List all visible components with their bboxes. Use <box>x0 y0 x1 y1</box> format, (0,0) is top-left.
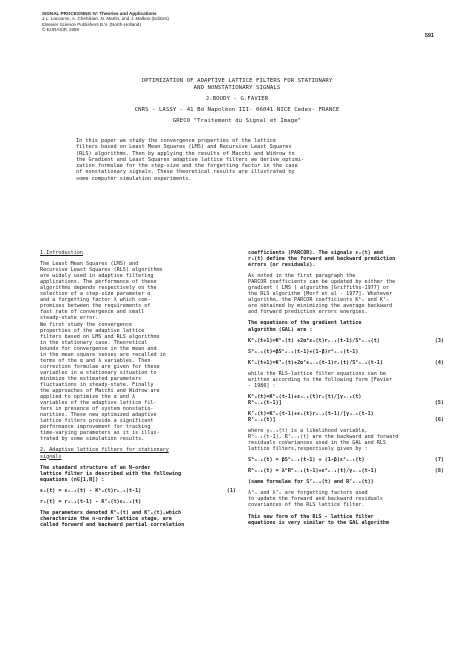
paper-title-line-1: OPTIMIZATION OF ADAPTIVE LATTICE FILTERS FOR STATIONARY <box>141 78 333 84</box>
text-line: to update the forward and backward residuals <box>248 496 383 503</box>
equation-text: Sᵇₙ₋₁(t) = βSᵇₙ₋₁(t-1) + (1-β)ε²ₙ₋₁(t) <box>248 457 365 464</box>
text-line: gradient ( LMS ) algorithm [Griffiths-1977] or <box>248 285 390 292</box>
text-line: λᵇₙ and λᶠₙ are forgetting factors used <box>248 490 368 497</box>
text-line: minimize the estimated parameters <box>40 375 142 382</box>
equation-text: Rᵇₙ₋₁(t-1)] <box>248 399 282 406</box>
text-line: Recursive Least Squares (RLS) algorithms <box>40 267 163 274</box>
text-line: performance improvement for tracking <box>40 424 151 431</box>
text-line: written according to the following form [Favier <box>248 376 393 383</box>
abstract-line: of nonstationary signals. These theoretical results are illustrated by <box>76 169 295 176</box>
text-line: in the stationary case. Theoretical <box>40 339 148 346</box>
text-line: errors (or residuals). <box>248 262 316 269</box>
text-line: promises between the requirements of <box>40 303 151 310</box>
text-line: algorithm, the PARCOR coefficients Kᵇₙ and Kᶠₙ <box>248 297 390 304</box>
text-line: applications. The performance of these <box>40 279 157 286</box>
text-line: while the RLS-lattice filter equations can be <box>248 370 387 377</box>
text-line: applied to optimize the α and λ <box>40 394 136 401</box>
text-line: rₙ(t) = rₙ₋₁(t-1) - Kᶠₙ(t)εₙ₋₁(t) <box>40 498 142 505</box>
text-line: variables in a stationary situation to <box>40 369 157 376</box>
abstract-line: (RLS) algorithms. Then by applying the results of Macchi and Widrow to <box>76 150 295 157</box>
abstract-line: filters based on Least Mean Squares (LMS) and Recursive Least Squares <box>76 144 292 151</box>
text-line: equations is very similar to the GAL algorithm <box>248 519 390 526</box>
text-line: The standard structure of an N-order <box>40 464 151 471</box>
equation-number: (3) <box>434 337 444 344</box>
text-line: Rᵇₙ₋₁(t-1), Rᶠₙ₋₁(t) are the backward and forward <box>248 434 399 441</box>
equation-text: εₙ(t) = εₙ₋₁(t) - Kᵇₙ(t)rₙ₋₁(t-1) <box>40 487 142 494</box>
text-line: residuals covariances used in the GAL and RLS <box>248 440 387 447</box>
text-line: coefficients (PARCOR). The signals εₙ(t) and <box>248 250 383 256</box>
equation-number: (6) <box>434 416 444 423</box>
text-line: As noted in the first paragraph the <box>248 273 356 280</box>
equation-text: Kᵇₙ(t+1)=Kᵇₙ(t) +2αᵇεₙ(t)rₙ₋₁(t-1)/Sᵇₙ₋₁(t) <box>248 337 380 344</box>
text-line: - 1986] : <box>248 382 276 389</box>
header-line: Elsevier Science Publishers B.V. (North-Holland) <box>42 21 141 27</box>
text-line: Sᵇₙ₋₁(t)=βSᵇₙ₋₁(t-1)+(1-β)r²ₙ₋₁(t-1) <box>248 348 359 355</box>
text-line: variables of the adaptive lattice fil- <box>40 400 157 407</box>
text-line: terms of the α and λ variables. Then <box>40 357 151 364</box>
text-line: algorithms depends respectively on the <box>40 285 157 292</box>
text-line: (same formulae for Sᶠₙ₋₁(t) and Rᶠₙ₋₁(t)) <box>248 479 374 486</box>
text-line: lattice filters,respectively given by : <box>248 446 368 453</box>
text-line: steady-state error. <box>40 315 99 322</box>
authors: J.BOUDY - G.FAVIER <box>205 96 269 102</box>
text-line: fluctuations in steady-state. Finally <box>40 381 154 388</box>
text-line: selection of a step-size parameter α <box>40 291 151 298</box>
page-number: 591 <box>424 33 434 39</box>
text-line: and a forgetting factor λ which com- <box>40 297 151 304</box>
text-line: algorithm (GAL) are : <box>248 326 313 333</box>
text-line: We first study the convergence <box>40 321 133 328</box>
abstract-line: the Gradient and Least Squares adaptive lattice filters we derive optimi- <box>76 156 304 163</box>
text-line: trated by some simulation results. <box>40 436 145 443</box>
equation-number: (5) <box>434 399 444 406</box>
text-line: covariances of the RLS lattice filter. <box>248 502 365 509</box>
text-line: PARCOR coefficients can be updated by either the <box>248 279 396 286</box>
right-column <box>248 250 444 526</box>
text-line: narities. These new optimized adaptive <box>40 412 157 419</box>
text-line: are widely used in adaptive filtering <box>40 273 154 280</box>
journal-header <box>42 11 432 33</box>
text-line: the approaches of Macchi and Widrow are <box>40 388 160 395</box>
header-line: J.L. Lacoume, A. Chehikian, N. Martin, and J. Malbos (Editors) <box>42 16 169 22</box>
text-line: Kᵇₙ(t)=Kᵇₙ(t-1)+εₙ₋₁(t)rₙ(t)/[γₙ₋₁(t) <box>248 393 362 400</box>
equation-number: (8) <box>434 468 444 475</box>
abstract <box>76 138 406 182</box>
text-line: where γₙ₋₁(t) is a likelihood variable, <box>248 428 368 435</box>
equation-text: Kᶠₙ(t+1)=Kᶠₙ(t)+2αᶠεₙ₋₁(t-1)rₙ(t)/Sᶠₙ₋₁(t-1) <box>248 359 383 366</box>
abstract-line: zation formulae for the step-size and the forgetting factor in the case <box>76 163 298 170</box>
section-heading: signals <box>40 453 62 460</box>
text-line: the RLS algorithm [Morf et al - 1977]. Whatever <box>248 291 393 298</box>
text-line: lattice filter is described with the following <box>40 470 182 477</box>
text-line: are obtained by minimizing the average backward <box>248 303 393 310</box>
left-column <box>40 250 236 528</box>
text-line: This new form of the RLS - lattice filter <box>248 513 374 520</box>
text-line: and forward prediction errors energies. <box>248 309 368 316</box>
text-line: equations (n∈[1,N]) : <box>40 476 105 483</box>
text-line: time-varying parameters as it is illus- <box>40 430 160 437</box>
text-line: correction formulae are given for these <box>40 363 160 370</box>
research-group: GRECO "Traitement du Signal et Image" <box>172 118 302 124</box>
text-line: ters in presence of system nonstatio- <box>40 406 154 413</box>
text-line: characterize the n-order lattice stage, are <box>40 515 172 522</box>
equation-text: Rᶠₙ₋₁(t)] <box>248 416 276 423</box>
text-line: filters based on LMS and RLS algorithms <box>40 333 160 340</box>
header-line: © EURASIP, 1988 <box>42 27 80 33</box>
equation-number: (4) <box>434 359 444 366</box>
text-line: Kᶠₙ(t)=Kᶠₙ(t-1)+εₙ(t)rₙ₋₁(t-1)/[γₙ₋₁(t-1) <box>248 410 374 417</box>
title-block <box>40 78 434 125</box>
section-heading: 1.Introduction <box>40 250 83 256</box>
abstract-line: some computer simulation experiments. <box>76 175 192 182</box>
paper-title-line-2: AND NONSTATIONARY SIGNALS <box>193 85 281 91</box>
text-line: called forward and backward partial correlation <box>40 521 185 528</box>
section-heading: 2. Adaptive lattice filters for stationary <box>40 447 169 454</box>
text-line: properties of the adaptive lattice <box>40 327 145 334</box>
text-line: The equations of the gradient lattice <box>248 320 362 327</box>
text-line: rₙ(t) define the forward and backward prediction <box>248 256 396 263</box>
text-line: The parameters denoted Kᵇₙ(t) and Kᶠₙ(t),which <box>40 509 182 516</box>
text-line: fast rate of convergence and small <box>40 309 145 316</box>
text-line: lattice filters provide a significant <box>40 418 154 425</box>
affiliation: CNRS - LASSY - 41 Bd Napoléon III- 06041 NICE Cedex- FRANCE <box>134 107 340 113</box>
abstract-line: In this paper we study the convergence properties of the lattice <box>76 138 276 144</box>
text-line: bounds for convergence in the mean and <box>40 345 157 352</box>
text-line: in the mean square senses are recalled in <box>40 351 166 358</box>
equation-number: (1) <box>226 487 236 494</box>
text-line: The Least Mean Squares (LMS) and <box>40 261 139 268</box>
equation-number: (7) <box>434 457 444 464</box>
header-line: SIGNAL PROCESSING IV: Theories and Applications <box>42 11 157 16</box>
equation-text: Rᵇₙ₋₁(t) = λᵇRᵇₙ₋₁(t-1)+ε²ₙ₋₁(t)/γₙ₋₁(t-1) <box>248 468 377 475</box>
